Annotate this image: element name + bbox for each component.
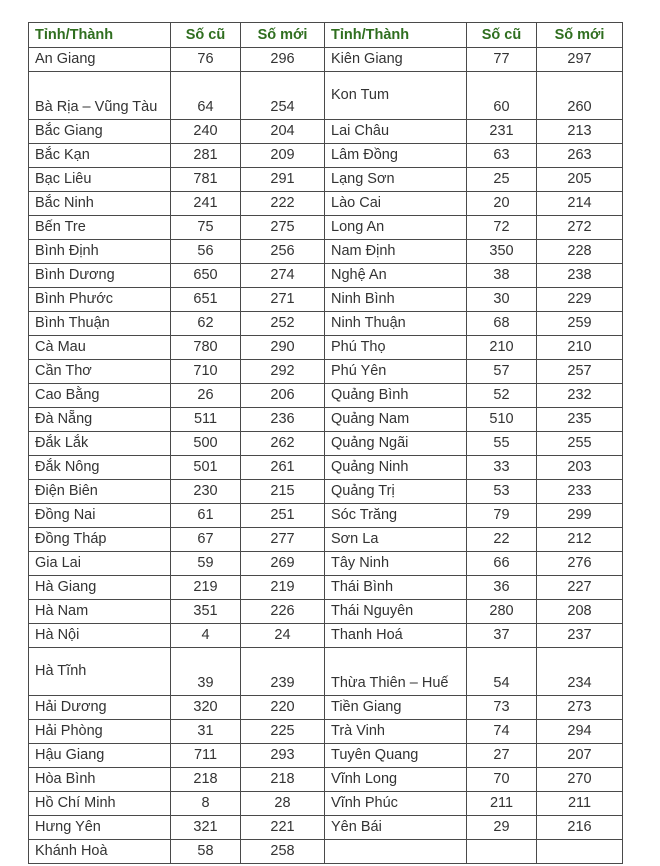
province-name-cell: Bình Định xyxy=(29,240,171,264)
new-code-cell: 260 xyxy=(537,72,623,120)
new-code-cell: 238 xyxy=(537,264,623,288)
old-code-cell: 710 xyxy=(171,360,241,384)
province-name-cell: Lai Châu xyxy=(325,120,467,144)
new-code-cell: 205 xyxy=(537,168,623,192)
new-code-cell: 257 xyxy=(537,360,623,384)
province-name-cell: Ninh Thuận xyxy=(325,312,467,336)
province-name-cell: An Giang xyxy=(29,48,171,72)
new-code-cell: 263 xyxy=(537,144,623,168)
province-name-cell: Kiên Giang xyxy=(325,48,467,72)
new-code-cell: 210 xyxy=(537,336,623,360)
new-code-cell: 225 xyxy=(241,720,325,744)
new-code-cell: 254 xyxy=(241,72,325,120)
table-row xyxy=(29,696,623,720)
province-name-cell: Hà Tĩnh xyxy=(29,648,171,696)
new-code-cell: 227 xyxy=(537,576,623,600)
old-code-cell: 231 xyxy=(467,120,537,144)
old-code-cell: 27 xyxy=(467,744,537,768)
province-name-cell: Hà Nam xyxy=(29,600,171,624)
new-code-cell: 262 xyxy=(241,432,325,456)
province-name-cell: Tuyên Quang xyxy=(325,744,467,768)
old-code-cell: 57 xyxy=(467,360,537,384)
table-row xyxy=(29,600,623,624)
province-name-cell: Gia Lai xyxy=(29,552,171,576)
old-code-cell: 501 xyxy=(171,456,241,480)
new-code-cell: 235 xyxy=(537,408,623,432)
province-name-cell: Đồng Tháp xyxy=(29,528,171,552)
new-code-cell: 219 xyxy=(241,576,325,600)
old-code-cell: 210 xyxy=(467,336,537,360)
new-code-cell: 270 xyxy=(537,768,623,792)
old-code-cell: 77 xyxy=(467,48,537,72)
province-name-cell: Ninh Bình xyxy=(325,288,467,312)
province-name-cell: Hà Nội xyxy=(29,624,171,648)
new-code-cell: 204 xyxy=(241,120,325,144)
old-code-cell: 31 xyxy=(171,720,241,744)
old-code-cell: 36 xyxy=(467,576,537,600)
new-code-cell: 236 xyxy=(241,408,325,432)
header-new-code: Số mới xyxy=(537,23,623,48)
province-name-cell xyxy=(325,840,467,864)
province-name-cell: Hòa Bình xyxy=(29,768,171,792)
table-row xyxy=(29,216,623,240)
old-code-cell: 241 xyxy=(171,192,241,216)
province-name-cell: Hưng Yên xyxy=(29,816,171,840)
new-code-cell: 209 xyxy=(241,144,325,168)
header-province: Tỉnh/Thành xyxy=(325,23,467,48)
table-row xyxy=(29,264,623,288)
new-code-cell: 291 xyxy=(241,168,325,192)
province-name-cell: Lạng Sơn xyxy=(325,168,467,192)
new-code-cell: 212 xyxy=(537,528,623,552)
old-code-cell: 350 xyxy=(467,240,537,264)
new-code-cell: 261 xyxy=(241,456,325,480)
old-code-cell: 711 xyxy=(171,744,241,768)
old-code-cell: 56 xyxy=(171,240,241,264)
old-code-cell: 52 xyxy=(467,384,537,408)
table-row xyxy=(29,120,623,144)
new-code-cell: 208 xyxy=(537,600,623,624)
table-row xyxy=(29,768,623,792)
province-name-cell: Sơn La xyxy=(325,528,467,552)
old-code-cell: 74 xyxy=(467,720,537,744)
old-code-cell: 281 xyxy=(171,144,241,168)
province-name-cell: Quảng Ninh xyxy=(325,456,467,480)
old-code-cell: 510 xyxy=(467,408,537,432)
old-code-cell: 61 xyxy=(171,504,241,528)
province-name-cell: Cần Thơ xyxy=(29,360,171,384)
old-code-cell: 60 xyxy=(467,72,537,120)
new-code-cell: 233 xyxy=(537,480,623,504)
province-name-cell: Thừa Thiên – Huế xyxy=(325,648,467,696)
new-code-cell: 222 xyxy=(241,192,325,216)
old-code-cell: 218 xyxy=(171,768,241,792)
new-code-cell: 259 xyxy=(537,312,623,336)
new-code-cell: 207 xyxy=(537,744,623,768)
province-name-cell: Hải Dương xyxy=(29,696,171,720)
old-code-cell: 511 xyxy=(171,408,241,432)
old-code-cell: 33 xyxy=(467,456,537,480)
province-name-cell: Đồng Nai xyxy=(29,504,171,528)
old-code-cell: 70 xyxy=(467,768,537,792)
province-name-cell: Bà Rịa – Vũng Tàu xyxy=(29,72,171,120)
new-code-cell: 218 xyxy=(241,768,325,792)
province-name-cell: Lâm Đồng xyxy=(325,144,467,168)
province-name-cell: Yên Bái xyxy=(325,816,467,840)
header-old-code: Số cũ xyxy=(171,23,241,48)
old-code-cell: 25 xyxy=(467,168,537,192)
old-code-cell: 781 xyxy=(171,168,241,192)
old-code-cell: 321 xyxy=(171,816,241,840)
table-row xyxy=(29,816,623,840)
table-row xyxy=(29,792,623,816)
area-code-table xyxy=(28,22,623,864)
new-code-cell: 216 xyxy=(537,816,623,840)
new-code-cell: 234 xyxy=(537,648,623,696)
table-row xyxy=(29,744,623,768)
table-row xyxy=(29,528,623,552)
old-code-cell: 38 xyxy=(467,264,537,288)
new-code-cell: 211 xyxy=(537,792,623,816)
new-code-cell: 255 xyxy=(537,432,623,456)
old-code-cell: 59 xyxy=(171,552,241,576)
province-name-cell: Thanh Hoá xyxy=(325,624,467,648)
header-province: Tỉnh/Thành xyxy=(29,23,171,48)
province-name-cell: Thái Nguyên xyxy=(325,600,467,624)
province-name-cell: Bắc Giang xyxy=(29,120,171,144)
old-code-cell: 76 xyxy=(171,48,241,72)
old-code-cell: 22 xyxy=(467,528,537,552)
old-code-cell: 8 xyxy=(171,792,241,816)
old-code-cell: 320 xyxy=(171,696,241,720)
old-code-cell: 20 xyxy=(467,192,537,216)
old-code-cell: 68 xyxy=(467,312,537,336)
old-code-cell: 351 xyxy=(171,600,241,624)
new-code-cell: 294 xyxy=(537,720,623,744)
old-code-cell: 75 xyxy=(171,216,241,240)
old-code-cell: 230 xyxy=(171,480,241,504)
old-code-cell: 26 xyxy=(171,384,241,408)
new-code-cell: 229 xyxy=(537,288,623,312)
table-row xyxy=(29,408,623,432)
old-code-cell: 240 xyxy=(171,120,241,144)
table-row xyxy=(29,432,623,456)
table-container xyxy=(28,22,623,864)
new-code-cell: 272 xyxy=(537,216,623,240)
province-name-cell: Long An xyxy=(325,216,467,240)
old-code-cell: 66 xyxy=(467,552,537,576)
province-name-cell: Phú Yên xyxy=(325,360,467,384)
new-code-cell xyxy=(537,840,623,864)
table-row xyxy=(29,288,623,312)
old-code-cell: 650 xyxy=(171,264,241,288)
old-code-cell: 500 xyxy=(171,432,241,456)
province-name-cell: Khánh Hoà xyxy=(29,840,171,864)
table-row xyxy=(29,456,623,480)
province-name-cell: Lào Cai xyxy=(325,192,467,216)
province-name-cell: Điện Biên xyxy=(29,480,171,504)
new-code-cell: 258 xyxy=(241,840,325,864)
province-name-cell: Bình Phước xyxy=(29,288,171,312)
new-code-cell: 228 xyxy=(537,240,623,264)
old-code-cell: 67 xyxy=(171,528,241,552)
province-name-cell: Vĩnh Long xyxy=(325,768,467,792)
table-row xyxy=(29,552,623,576)
old-code-cell: 780 xyxy=(171,336,241,360)
new-code-cell: 232 xyxy=(537,384,623,408)
province-name-cell: Quảng Bình xyxy=(325,384,467,408)
province-name-cell: Sóc Trăng xyxy=(325,504,467,528)
old-code-cell: 63 xyxy=(467,144,537,168)
table-row xyxy=(29,312,623,336)
header-old-code: Số cũ xyxy=(467,23,537,48)
new-code-cell: 251 xyxy=(241,504,325,528)
table-row xyxy=(29,504,623,528)
province-name-cell: Kon Tum xyxy=(325,72,467,120)
new-code-cell: 275 xyxy=(241,216,325,240)
province-name-cell: Bình Thuận xyxy=(29,312,171,336)
table-row xyxy=(29,624,623,648)
old-code-cell: 4 xyxy=(171,624,241,648)
new-code-cell: 299 xyxy=(537,504,623,528)
new-code-cell: 213 xyxy=(537,120,623,144)
new-code-cell: 203 xyxy=(537,456,623,480)
old-code-cell: 280 xyxy=(467,600,537,624)
new-code-cell: 239 xyxy=(241,648,325,696)
old-code-cell xyxy=(467,840,537,864)
province-name-cell: Hà Giang xyxy=(29,576,171,600)
new-code-cell: 206 xyxy=(241,384,325,408)
header-row xyxy=(29,23,623,48)
old-code-cell: 72 xyxy=(467,216,537,240)
new-code-cell: 214 xyxy=(537,192,623,216)
province-name-cell: Nam Định xyxy=(325,240,467,264)
table-row xyxy=(29,48,623,72)
new-code-cell: 220 xyxy=(241,696,325,720)
new-code-cell: 292 xyxy=(241,360,325,384)
table-row xyxy=(29,384,623,408)
table-row xyxy=(29,336,623,360)
table-row xyxy=(29,720,623,744)
province-name-cell: Tiền Giang xyxy=(325,696,467,720)
old-code-cell: 58 xyxy=(171,840,241,864)
old-code-cell: 62 xyxy=(171,312,241,336)
new-code-cell: 221 xyxy=(241,816,325,840)
new-code-cell: 297 xyxy=(537,48,623,72)
province-name-cell: Quảng Nam xyxy=(325,408,467,432)
old-code-cell: 54 xyxy=(467,648,537,696)
old-code-cell: 37 xyxy=(467,624,537,648)
province-name-cell: Cao Bằng xyxy=(29,384,171,408)
new-code-cell: 226 xyxy=(241,600,325,624)
province-name-cell: Quảng Trị xyxy=(325,480,467,504)
new-code-cell: 256 xyxy=(241,240,325,264)
old-code-cell: 651 xyxy=(171,288,241,312)
table-row xyxy=(29,240,623,264)
old-code-cell: 219 xyxy=(171,576,241,600)
new-code-cell: 290 xyxy=(241,336,325,360)
new-code-cell: 252 xyxy=(241,312,325,336)
new-code-cell: 24 xyxy=(241,624,325,648)
province-name-cell: Quảng Ngãi xyxy=(325,432,467,456)
province-name-cell: Hải Phòng xyxy=(29,720,171,744)
province-name-cell: Cà Mau xyxy=(29,336,171,360)
new-code-cell: 274 xyxy=(241,264,325,288)
old-code-cell: 79 xyxy=(467,504,537,528)
old-code-cell: 30 xyxy=(467,288,537,312)
province-name-cell: Bến Tre xyxy=(29,216,171,240)
new-code-cell: 276 xyxy=(537,552,623,576)
province-name-cell: Đà Nẵng xyxy=(29,408,171,432)
table-row xyxy=(29,576,623,600)
province-name-cell: Bắc Ninh xyxy=(29,192,171,216)
province-name-cell: Trà Vinh xyxy=(325,720,467,744)
table-row xyxy=(29,480,623,504)
table-row xyxy=(29,648,623,696)
new-code-cell: 28 xyxy=(241,792,325,816)
table-row xyxy=(29,360,623,384)
old-code-cell: 64 xyxy=(171,72,241,120)
table-row xyxy=(29,192,623,216)
province-name-cell: Tây Ninh xyxy=(325,552,467,576)
new-code-cell: 269 xyxy=(241,552,325,576)
province-name-cell: Đắk Lắk xyxy=(29,432,171,456)
province-name-cell: Bạc Liêu xyxy=(29,168,171,192)
old-code-cell: 211 xyxy=(467,792,537,816)
old-code-cell: 55 xyxy=(467,432,537,456)
header-new-code: Số mới xyxy=(241,23,325,48)
new-code-cell: 273 xyxy=(537,696,623,720)
old-code-cell: 39 xyxy=(171,648,241,696)
table-row xyxy=(29,144,623,168)
old-code-cell: 29 xyxy=(467,816,537,840)
old-code-cell: 73 xyxy=(467,696,537,720)
new-code-cell: 296 xyxy=(241,48,325,72)
province-name-cell: Nghệ An xyxy=(325,264,467,288)
province-name-cell: Phú Thọ xyxy=(325,336,467,360)
old-code-cell: 53 xyxy=(467,480,537,504)
province-name-cell: Vĩnh Phúc xyxy=(325,792,467,816)
province-name-cell: Thái Bình xyxy=(325,576,467,600)
province-name-cell: Bình Dương xyxy=(29,264,171,288)
table-row xyxy=(29,840,623,864)
province-name-cell: Đắk Nông xyxy=(29,456,171,480)
new-code-cell: 237 xyxy=(537,624,623,648)
new-code-cell: 271 xyxy=(241,288,325,312)
table-row xyxy=(29,72,623,120)
province-name-cell: Bắc Kạn xyxy=(29,144,171,168)
province-name-cell: Hồ Chí Minh xyxy=(29,792,171,816)
new-code-cell: 215 xyxy=(241,480,325,504)
table-row xyxy=(29,168,623,192)
new-code-cell: 293 xyxy=(241,744,325,768)
province-name-cell: Hậu Giang xyxy=(29,744,171,768)
new-code-cell: 277 xyxy=(241,528,325,552)
